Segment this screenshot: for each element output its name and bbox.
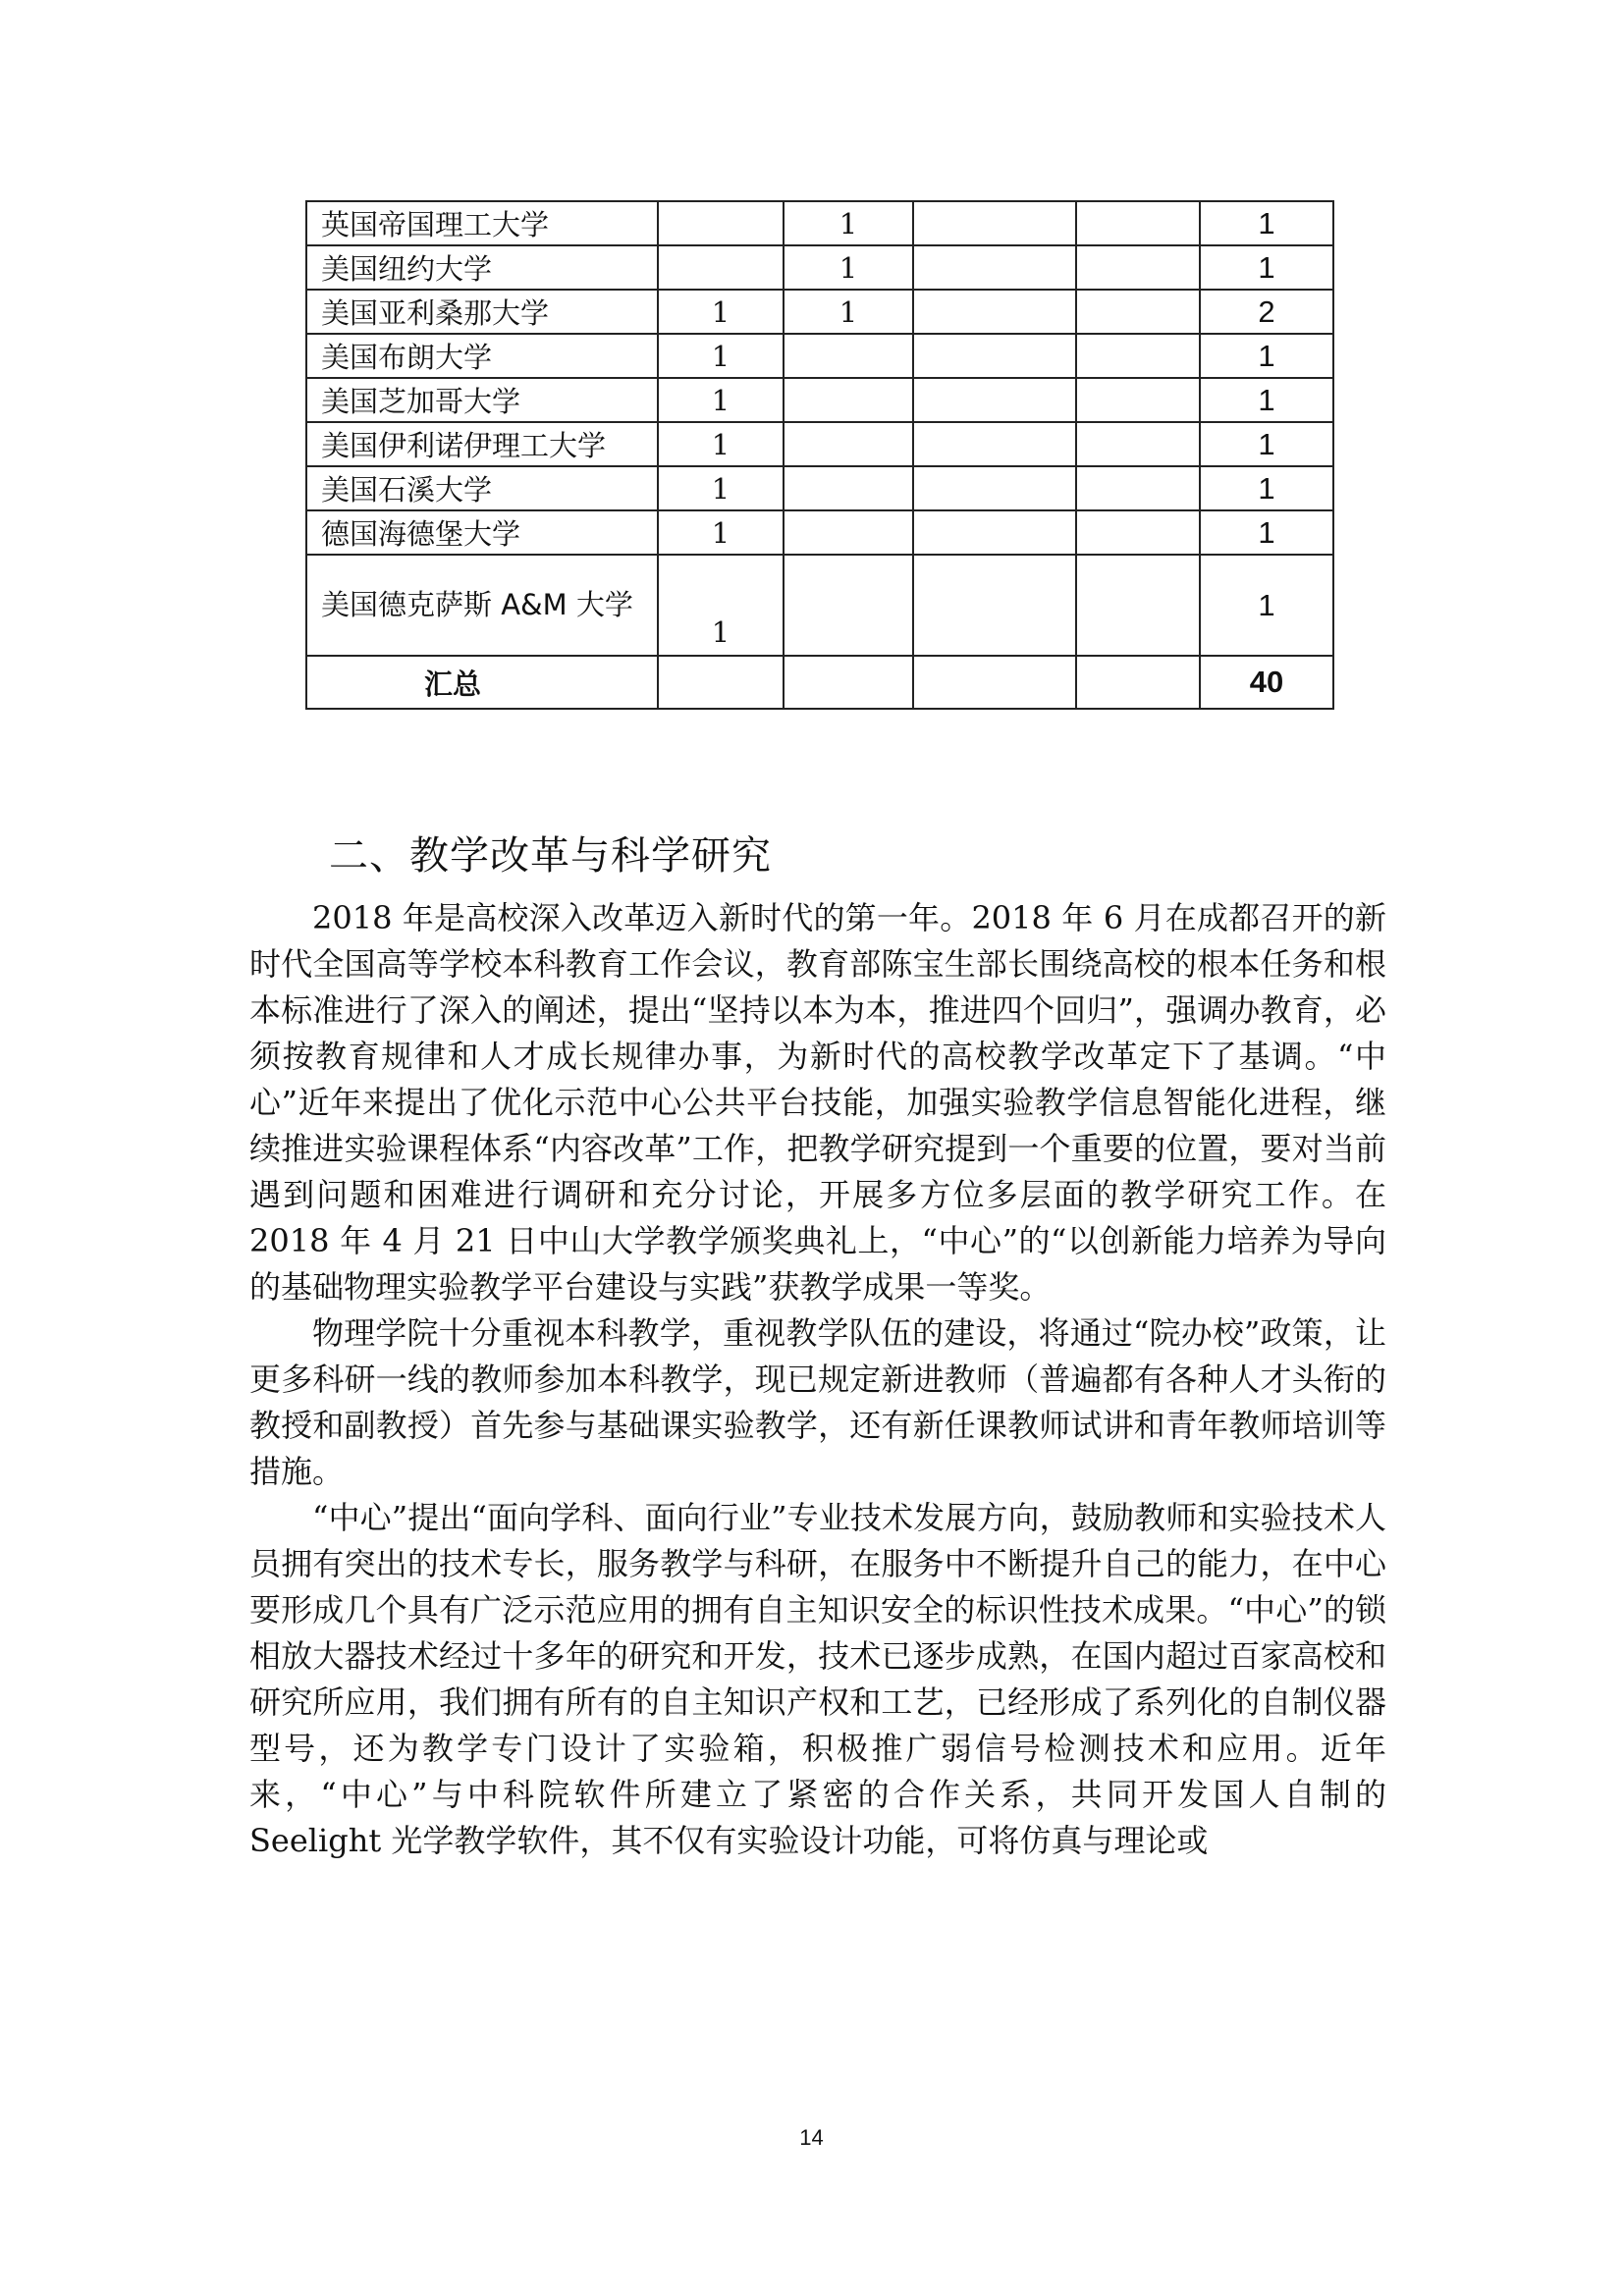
count-cell bbox=[1076, 510, 1200, 555]
count-cell bbox=[1076, 334, 1200, 378]
total-cell: 1 bbox=[1200, 245, 1333, 290]
table-row bbox=[306, 290, 1333, 334]
count-cell bbox=[658, 245, 784, 290]
university-name-cell: 英国帝国理工大学 bbox=[306, 201, 658, 245]
count-cell bbox=[913, 290, 1076, 334]
total-cell: 1 bbox=[1200, 378, 1333, 422]
count-cell bbox=[1076, 555, 1200, 656]
count-cell bbox=[913, 510, 1076, 555]
count-cell: 1 bbox=[658, 510, 784, 555]
count-cell bbox=[913, 656, 1076, 709]
count-cell: 1 bbox=[658, 466, 784, 510]
university-name-cell: 美国石溪大学 bbox=[306, 466, 658, 510]
count-cell: 1 bbox=[784, 290, 913, 334]
count-cell bbox=[913, 334, 1076, 378]
table-row bbox=[306, 378, 1333, 422]
count-cell bbox=[784, 555, 913, 656]
count-cell: 1 bbox=[784, 245, 913, 290]
total-cell: 2 bbox=[1200, 290, 1333, 334]
university-name-cell: 美国芝加哥大学 bbox=[306, 378, 658, 422]
count-cell bbox=[913, 201, 1076, 245]
university-name-cell: 美国布朗大学 bbox=[306, 334, 658, 378]
total-cell: 1 bbox=[1200, 422, 1333, 466]
count-cell bbox=[784, 422, 913, 466]
total-cell: 1 bbox=[1200, 334, 1333, 378]
summary-label-cell: 汇总 bbox=[306, 656, 658, 709]
count-cell: 1 bbox=[658, 290, 784, 334]
paragraph: “中心”提出“面向学科、面向行业”专业技术发展方向，鼓励教师和实验技术人员拥有突出的技术专长，服务教学与科研，在服务中不断提升自己的能力，在中心要形成几个具有广泛示范应用的拥有自主知识安全的标识性技术成果。“中心”的锁相放大器技术经过十多年的研究和开发，技术已逐步成熟，在国内超过百家高校和研究所应用，我们拥有所有的自主知识产权和工艺，已经形成了系列化的自制仪器型号，还为教学专门设计了实验箱，积极推广弱信号检测技术和应用。近年来，“中心”与中科院软件所建立了紧密的合作关系，共同开发国人自制的 Seelight 光学教学软件，其不仅有实验设计功能，可将仿真与理论或 bbox=[249, 1499, 1386, 1859]
table-row bbox=[306, 334, 1333, 378]
count-cell bbox=[913, 378, 1076, 422]
university-name-cell: 美国纽约大学 bbox=[306, 245, 658, 290]
count-cell bbox=[784, 334, 913, 378]
count-cell bbox=[1076, 466, 1200, 510]
university-name-cell: 美国伊利诺伊理工大学 bbox=[306, 422, 658, 466]
page-number: 14 bbox=[799, 2125, 824, 2150]
count-cell bbox=[1076, 245, 1200, 290]
count-cell: 1 bbox=[658, 555, 784, 656]
table-row bbox=[306, 555, 1333, 656]
count-cell bbox=[658, 656, 784, 709]
count-cell: 1 bbox=[658, 422, 784, 466]
count-cell bbox=[1076, 201, 1200, 245]
count-cell bbox=[658, 201, 784, 245]
count-cell bbox=[784, 378, 913, 422]
table-row bbox=[306, 510, 1333, 555]
summary-total-cell: 40 bbox=[1200, 656, 1333, 709]
count-cell bbox=[784, 466, 913, 510]
total-cell: 1 bbox=[1200, 466, 1333, 510]
count-cell bbox=[1076, 378, 1200, 422]
table-row bbox=[306, 201, 1333, 245]
university-table bbox=[305, 200, 1334, 710]
paragraph: 2018 年是高校深入改革迈入新时代的第一年。2018 年 6 月在成都召开的新时代全国高等学校本科教育工作会议，教育部陈宝生部长围绕高校的根本任务和根本标准进行了深入的阐述，提出“坚持以本为本，推进四个回归”，强调办教育，必须按教育规律和人才成长规律办事，为新时代的高校教学改革定下了基调。“中心”近年来提出了优化示范中心公共平台技能，加强实验教学信息智能化进程，继续推进实验课程体系“内容改革”工作，把教学研究提到一个重要的位置，要对当前遇到问题和困难进行调研和充分讨论，开展多方位多层面的教学研究工作。在 2018 年 4 月 21 日中山大学教学颁奖典礼上，“中心”的“以创新能力培养为导向的基础物理实验教学平台建设与实践”获教学成果一等奖。 bbox=[249, 899, 1386, 1306]
total-cell: 1 bbox=[1200, 201, 1333, 245]
count-cell bbox=[1076, 290, 1200, 334]
count-cell bbox=[913, 422, 1076, 466]
university-name-cell: 美国亚利桑那大学 bbox=[306, 290, 658, 334]
count-cell bbox=[913, 555, 1076, 656]
count-cell bbox=[784, 656, 913, 709]
count-cell bbox=[1076, 656, 1200, 709]
count-cell bbox=[913, 466, 1076, 510]
table-row bbox=[306, 245, 1333, 290]
summary-row bbox=[306, 656, 1333, 709]
count-cell bbox=[784, 510, 913, 555]
count-cell: 1 bbox=[658, 378, 784, 422]
body-text bbox=[249, 895, 1386, 1864]
count-cell bbox=[913, 245, 1076, 290]
section-title: 二、教学改革与科学研究 bbox=[329, 833, 772, 879]
university-name-cell: 美国德克萨斯 A&M 大学 bbox=[306, 555, 658, 656]
paragraph: 物理学院十分重视本科教学，重视教学队伍的建设，将通过“院办校”政策，让更多科研一线的教师参加本科教学，现已规定新进教师（普遍都有各种人才头衔的教授和副教授）首先参与基础课实验教学，还有新任课教师试讲和青年教师培训等措施。 bbox=[249, 1314, 1386, 1490]
count-cell bbox=[1076, 422, 1200, 466]
count-cell: 1 bbox=[658, 334, 784, 378]
total-cell: 1 bbox=[1200, 555, 1333, 656]
table-row bbox=[306, 422, 1333, 466]
table-row bbox=[306, 466, 1333, 510]
total-cell: 1 bbox=[1200, 510, 1333, 555]
count-cell: 1 bbox=[784, 201, 913, 245]
university-name-cell: 德国海德堡大学 bbox=[306, 510, 658, 555]
